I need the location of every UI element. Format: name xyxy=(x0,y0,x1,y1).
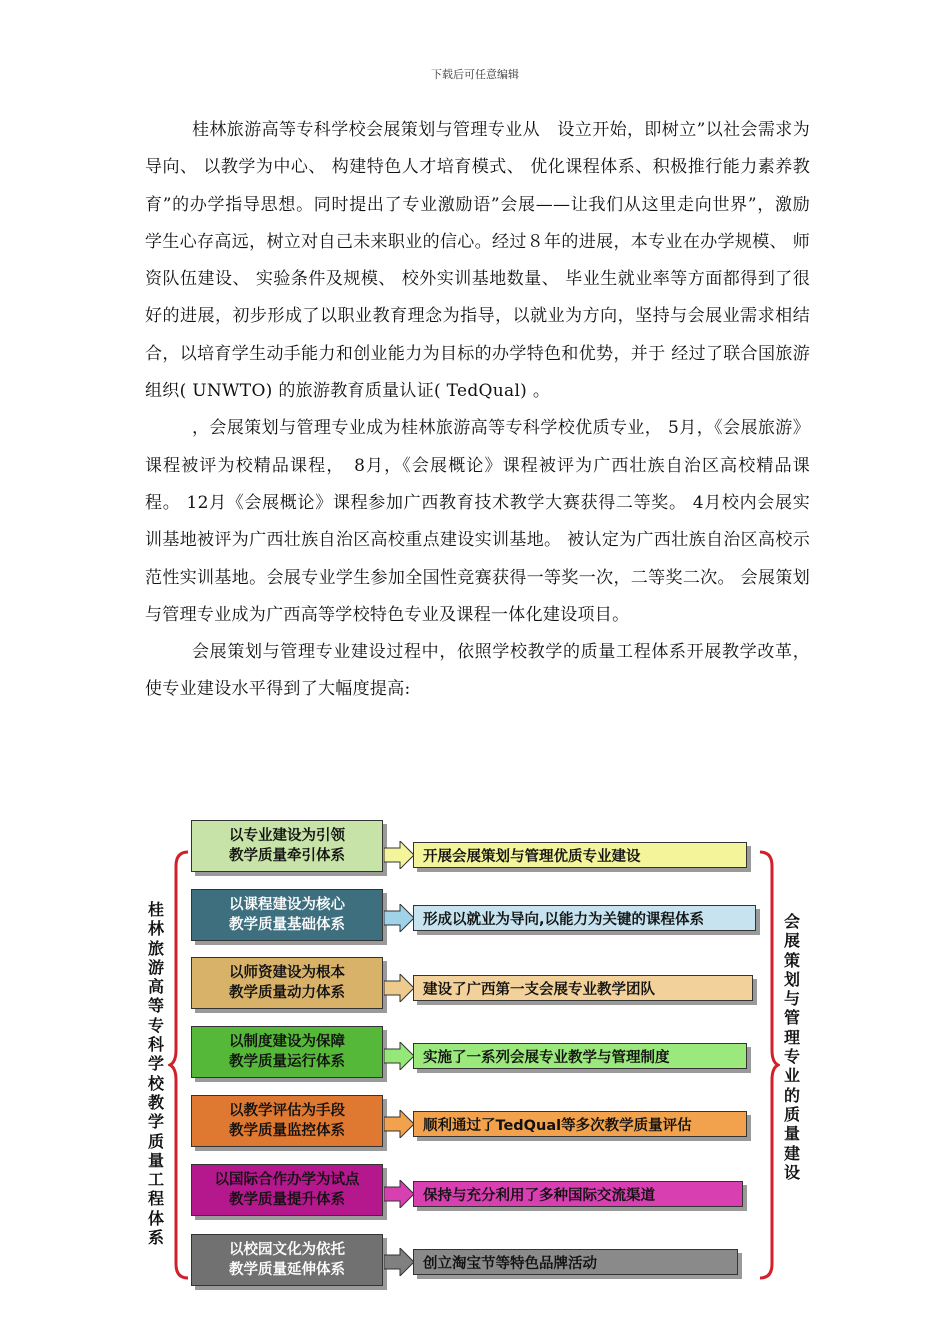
system-box-3 xyxy=(191,957,383,1009)
arrow-icon-4 xyxy=(384,1042,414,1070)
result-box-3: 建设了广西第一支会展专业教学团队 xyxy=(413,975,753,1001)
system-box-6-line2: 教学质量提升体系 xyxy=(229,1192,345,1208)
system-box-6 xyxy=(191,1164,383,1216)
result-box-7: 创立淘宝节等特色品牌活动 xyxy=(413,1249,738,1275)
system-box-4 xyxy=(191,1026,383,1078)
system-box-6-line1: 以国际合作办学为试点 xyxy=(214,1172,360,1188)
system-box-5 xyxy=(191,1095,383,1147)
system-box-1-line2: 教学质量牵引体系 xyxy=(229,848,345,864)
system-box-7-line1: 以校园文化为依托 xyxy=(229,1242,345,1258)
paragraph-2: ，会展策划与管理专业成为桂林旅游高等专科学校优质专业， 5月，《会展旅游》课程被评为校精品课程， 8月，《会展概论》课程被评为广西壮族自治区高校精品课程。 12月《会展概论》课程参加广西教育技术教学大赛获得二等奖。 4月校内会展实训基地被评为广西壮族自治区高校重点建设实训基地。 被认定为广西壮族自治区高校示范性实训基地。会展专业学生参加全国性竞赛获得一等奖一次，二等奖二次。 会展策划与管理专业成为广西高等学校特色专业及课程一体化建设项目。 xyxy=(145,418,810,625)
paragraph-3: 会展策划与管理专业建设过程中，依照学校教学的质量工程体系开展教学改革，使专业建设水平得到了大幅度提高: xyxy=(145,642,810,700)
system-box-2 xyxy=(191,889,383,941)
result-box-2: 形成以就业为导向,以能力为关键的课程体系 xyxy=(413,905,756,931)
arrow-icon-6 xyxy=(384,1180,414,1208)
system-box-1-line1: 以专业建设为引领 xyxy=(229,828,345,844)
system-box-3-line1: 以师资建设为根本 xyxy=(229,965,345,981)
system-box-5-line2: 教学质量监控体系 xyxy=(229,1123,345,1139)
right-vertical-label: 会展策划与管理专业的质量建设 xyxy=(783,912,800,1182)
system-box-2-line1: 以课程建设为核心 xyxy=(229,897,345,913)
system-box-1 xyxy=(191,820,383,872)
arrow-icon-2 xyxy=(384,904,414,932)
system-box-2-line2: 教学质量基础体系 xyxy=(229,917,345,933)
left-vertical-label: 桂林旅游高等专科学校教学质量工程体系 xyxy=(147,900,164,1248)
result-box-6: 保持与充分利用了多种国际交流渠道 xyxy=(413,1181,743,1207)
system-box-7-line2: 教学质量延伸体系 xyxy=(229,1262,345,1278)
page-header-note: 下载后可任意编辑 xyxy=(431,68,519,81)
arrow-icon-3 xyxy=(384,974,414,1002)
system-box-5-line1: 以教学评估为手段 xyxy=(229,1103,345,1119)
system-box-4-line1: 以制度建设为保障 xyxy=(229,1034,345,1050)
result-box-4: 实施了一系列会展专业教学与管理制度 xyxy=(413,1043,747,1069)
right-brace xyxy=(758,850,780,1280)
arrow-icon-7 xyxy=(384,1248,414,1276)
result-box-5: 顺利通过了TedQual等多次教学质量评估 xyxy=(413,1111,747,1137)
system-box-7 xyxy=(191,1234,383,1286)
system-box-4-line2: 教学质量运行体系 xyxy=(229,1054,345,1070)
result-box-1: 开展会展策划与管理优质专业建设 xyxy=(413,842,747,868)
arrow-icon-5 xyxy=(384,1110,414,1138)
paragraph-1: 桂林旅游高等专科学校会展策划与管理专业从 设立开始，即树立”以社会需求为导向、 以教学为中心、 构建特色人才培育模式、 优化课程体系、积极推行能力素养教育”的办学指导思想。同时提出了专业激励语”会展——让我们从这里走向世界”，激励学生心存高远，树立对自己未来职业的信心。经过８年的进展，本专业在办学规模、 师资队伍建设、 实验条件及规模、 校外实训基地数量、 毕业生就业率等方面都得到了很好的进展，初步形成了以职业教育理念为指导，以就业为方向，坚持与会展业需求相结合，以培育学生动手能力和创业能力为目标的办学特色和优势，并于 经过了联合国旅游组织( UNWTO) 的旅游教育质量认证( TedQual) 。 xyxy=(145,120,810,402)
arrow-icon-1 xyxy=(384,841,414,869)
left-brace xyxy=(168,850,190,1280)
system-box-3-line2: 教学质量动力体系 xyxy=(229,985,345,1001)
